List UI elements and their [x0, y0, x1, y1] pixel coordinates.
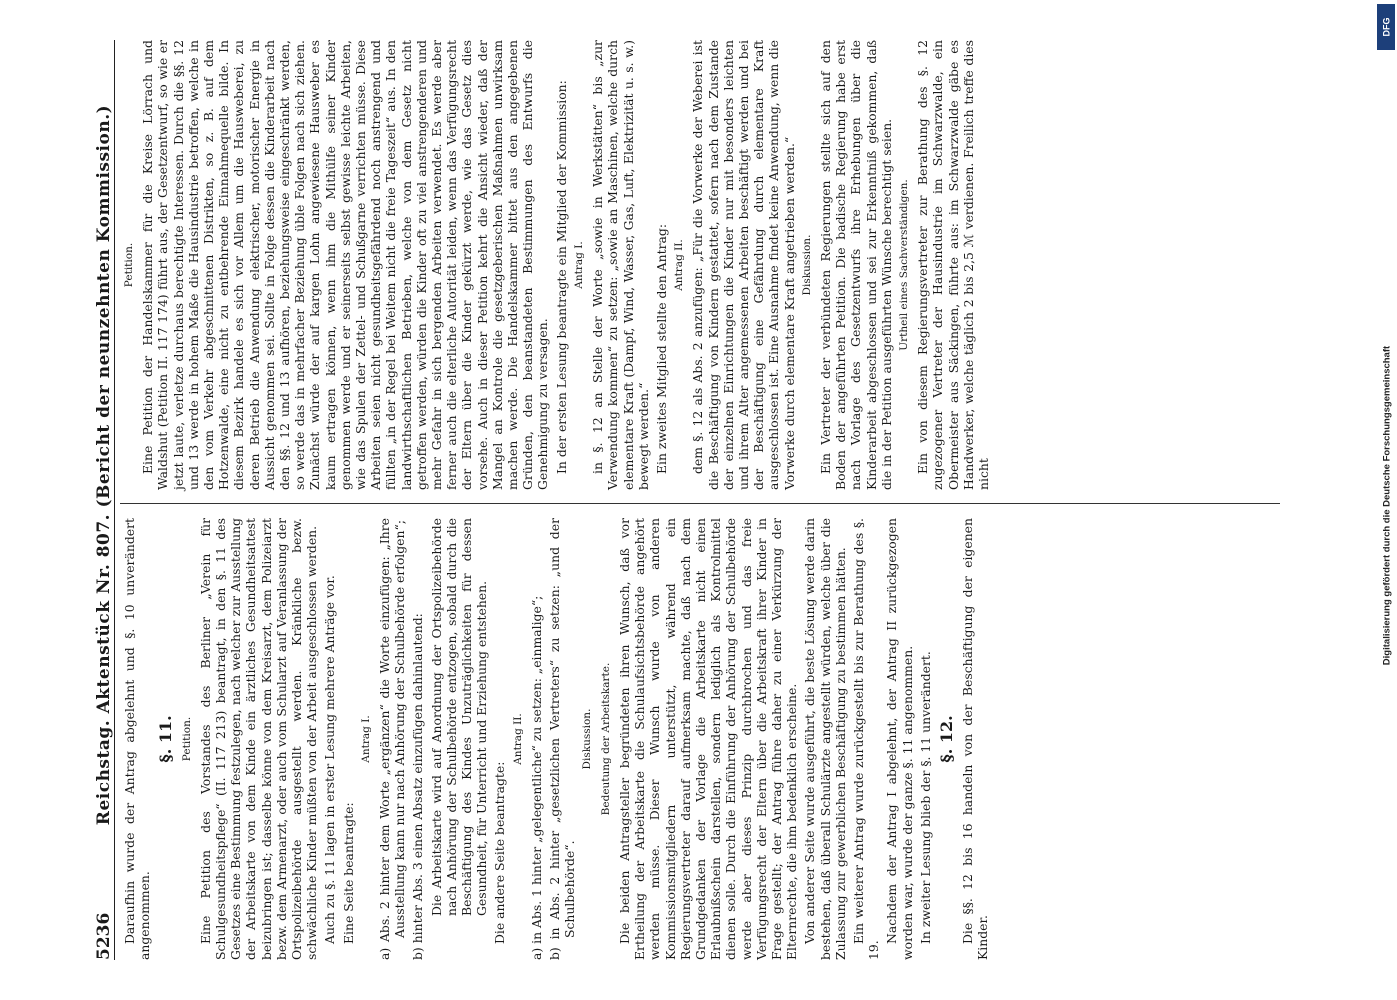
paragraph: Ein von diesem Regierungsvertreter zur Berathung des §. 12 zugezogener Vertreter der Hausindustrie im Schwarzwalde, ein Obermeister aus Säckingen, führte aus: im Schwarzwalde gäbe es Handwerker, welche täglich 2 bis 2,5 ℳ verdienen. Freilich treffe dies nicht [915, 40, 991, 490]
list-item: a) Abs. 2 hinter dem Worte „ergänzen“ die Worte einzufügen: „Ihre Ausstellung kann nur nach Anhörung der Schulbehörde erfolgen“; [377, 518, 408, 960]
paragraph: Die andere Seite beantragte: [492, 761, 508, 944]
subheading: Petition. [180, 716, 193, 762]
paragraph: in §. 12 an Stelle der Worte „sowie in Werkstätten“ bis „zur Verwendung kommen“ zu setzen: „sowie an Maschinen, welche durch elementare Kraft (Dampf, Wind, Wasser, Gas, Luft, Elektrizität u. s. w.) bewegt werden.“ [590, 40, 651, 490]
digitization-note-text: Digitalisierung gefördert durch die Deutsche Forschungsgemeinschaft [1381, 345, 1393, 666]
paragraph: Eine Petition der Handelskammer für die Kreise Lörrach und Waldshut (Petition II. 117 174) führt aus, der Gesetzentwurf, so wie er jetzt laute, verletze durchaus berechtigte Interessen. Durch die §§. 12 und 13 werde in hohem Maße die Hausindustrie betroffen, welche in den vom Verkehr abgeschnittenen Distrikten, so z. B. auf dem Hotzenwalde, eine nicht zu entbehrende Einnahmequelle bilde. In diesem Bezirk handele es sich vor Allem um die Hausweberei, zu deren Betrieb die Anwendung elektrischer, motorischer Energie in Aussicht genommen sei. Sollte in Folge dessen die Kinderarbeit nach den §§. 12 und 13 aufhören, beziehungsweise eingeschränkt werden, so werde das in mehrfacher Beziehung üble Folgen nach sich ziehen. Zunächst würde der auf kargen Lohn angewiesene Hausweber es kaum ertragen können, wenn ihm die Mithülfe seiner Kinder genommen werde und er seinerseits selbst gewisse leichte Arbeiten, wie das Spulen der Zettel- und Schußgarne verrichten müsse. Diese Arbeiten seien nicht gesundheitsgefährdend noch anstrengend und füllten „in der Regel bei Weitem nicht die freie Tageszeit“ aus. In den landwirthschaftlichen Betrieben, welche von dem Gesetz nicht getroffen werden, würden die Kinder oft zu viel anstrengenderen und mehr Gefahr in sich bergenden Arbeiten verwendet. Es werde aber ferner auch die elterliche Autorität leiden, wenn das Verfügungsrecht der Eltern über die Kinder gekürzt werde, wie das Gesetz dies vorsehe. Auch in dieser Petition kehrt die Ansicht wieder, daß der Mangel an Kontrole die gesetzgeberischen Maßnahmen unwirksam machen werde. Die Handelskammer bittet aus den angegebenen Gründen, den beanstandeten Bestimmungen des Entwurfs die Genehmigung zu versagen. [140, 40, 551, 490]
quoted-paragraph: Die Arbeitskarte wird auf Anordnung der Ortspolizeibehörde nach Anhörung der Schulbehörde entzogen, sobald durch die Beschäftigung des Kindes Unzuträglichkeiten für dessen Gesundheit, für Unterricht und Erziehung entstehen. [428, 518, 490, 916]
paragraph: Ein Vertreter der verbündeten Regierungen stellte sich auf den Boden der angeführten Petition. Die badische Regierung habe erst nach Vorlage des Gesetzentwurfs ihre Erhebungen über die Kinderarbeit abgeschlossen und sei zur Erkenntniß gekommen, daß die in der Petition ausgeführten Wünsche berechtigt seien. [817, 40, 894, 490]
paragraph: Daraufhin wurde der Antrag abgelehnt und §. 10 unverändert angenommen. [122, 518, 153, 960]
subheading: Diskussion. [800, 234, 813, 296]
subheading: Bedeutung der Arbeitskarte. [599, 662, 612, 816]
subheading: Diskussion. [581, 708, 594, 770]
page-number: 5236 [94, 912, 114, 960]
list-item: b) hinter Abs. 3 einen Absatz einzufügen dahinlautend: [410, 613, 426, 960]
paragraph: Die §§. 12 bis 16 handeln von der Beschäftigung der eigenen Kinder. [960, 518, 991, 960]
page-header [80, 40, 115, 960]
subheading: Antrag II. [511, 713, 524, 765]
subheading: Antrag I. [359, 715, 372, 763]
section-heading: §. 11. [156, 715, 176, 763]
column-divider [120, 503, 1280, 504]
paragraph: Ein zweites Mitglied stellte den Antrag: [653, 223, 669, 474]
list-item: b) in Abs. 2 hinter „gesetzlichen Vertreters“ zu setzen: „und der Schulbehörde“. [547, 518, 578, 960]
paragraph: Die beiden Antragsteller begründeten ihren Wunsch, daß vor Ertheilung der Arbeitskarte die Schulaufsichtsbehörde angehört werden müsse. Dieser Wunsch wurde von anderen Kommissionsmitgliedern unterstützt, während ein Regierungsvertreter darauf aufmerksam machte, daß nach dem Grundgedanken der Vorlage die Arbeitskarte nicht einen Erlaubnißschein darstellen, sondern lediglich als Kontrolmittel dienen solle. Durch die Einführung der Anhörung der Schulbehörde werde aber dieses Prinzip durchbrochen und das freie Verfügungsrecht der Eltern über die Arbeitskraft ihrer Kinder in Frage gestellt; der Antrag führe daher zu einer Verkürzung der Elternrechte, die ihm bedenklich erscheine. [616, 518, 800, 960]
section-heading: §. 12. [936, 715, 956, 763]
subheading: Petition. [123, 242, 135, 288]
paragraph: dem §. 12 als Abs. 2 anzufügen: „Für die Vorwerke der Weberei ist die Beschäftigung von Kindern gestattet, sofern nach dem Zustande der einzelnen Einrichtungen die Kinder nur mit besonders leichten und ihrem Alter angemessenen Arbeiten beschäftigt werden und bei der Beschäftigung eine Gefährdung durch elementare Kraft ausgeschlossen ist. Eine Ausnahme findet keine Anwendung, wenn die Vorwerke durch elementare Kraft angetrieben werden.“ [690, 40, 797, 490]
paragraph: Auch zu §. 11 lagen in erster Lesung mehrere Anträge vor. [322, 575, 338, 944]
dfg-logo-text: DFG [1381, 17, 1391, 37]
list-item: a) in Abs. 1 hinter „gelegentliche“ zu setzen: „einmalige“; [528, 595, 544, 960]
subheading: Antrag I. [572, 241, 585, 289]
rotated-page-content [80, 40, 1330, 960]
paragraph: Nachdem der Antrag I abgelehnt, der Antrag II zurückgezogen worden war, wurde der ganze §. 11 angenommen. [884, 518, 915, 960]
paragraph: Eine Seite beantragte: [340, 802, 356, 944]
subheading: Urtheil eines Sachverständigen. [897, 179, 910, 351]
subheading: Antrag II. [673, 239, 686, 291]
section-title: Reichstag. Aktenstück Nr. 807. (Bericht der neunzehnten Kommission.) [94, 104, 114, 826]
left-column [122, 518, 994, 960]
paragraph: Eine Petition des Vorstandes des Berliner „Verein für Schulgesundheitspflege“ (II. 117 213) beantragt, in den §. 11 des Gesetzes eine Bestimmung festzulegen, nach welcher zur Ausstellung der Arbeitskarte von dem Kinde ein ärztliches Gesundheitsattest beizubringen ist; dasselbe könne von dem Kreisarzt, dem Polizeiarzt bezw. dem Armenarzt, oder auch vom Schularzt auf Veranlassung der Ortspolizeibehörde ausgestellt werden. Kränkliche bezw. schwächliche Kinder müßten von der Arbeit ausgeschlossen werden. [197, 518, 320, 960]
paragraph: Von anderer Seite wurde ausgeführt, die beste Lösung werde darin bestehen, daß überall Schulärzte angestellt würden, welche über die Zulassung zur gewerblichen Beschäftigung zu bestimmen hätten. [802, 518, 848, 960]
right-column [122, 40, 994, 490]
paragraph: In der ersten Lesung beantragte ein Mitglied der Kommission: [553, 80, 569, 474]
paragraph: Ein weiterer Antrag wurde zurückgestellt bis zur Berathung des §. 19. [850, 518, 882, 960]
digitization-note [1377, 0, 1393, 1000]
paragraph: In zweiter Lesung blieb der §. 11 unverändert. [917, 651, 933, 944]
